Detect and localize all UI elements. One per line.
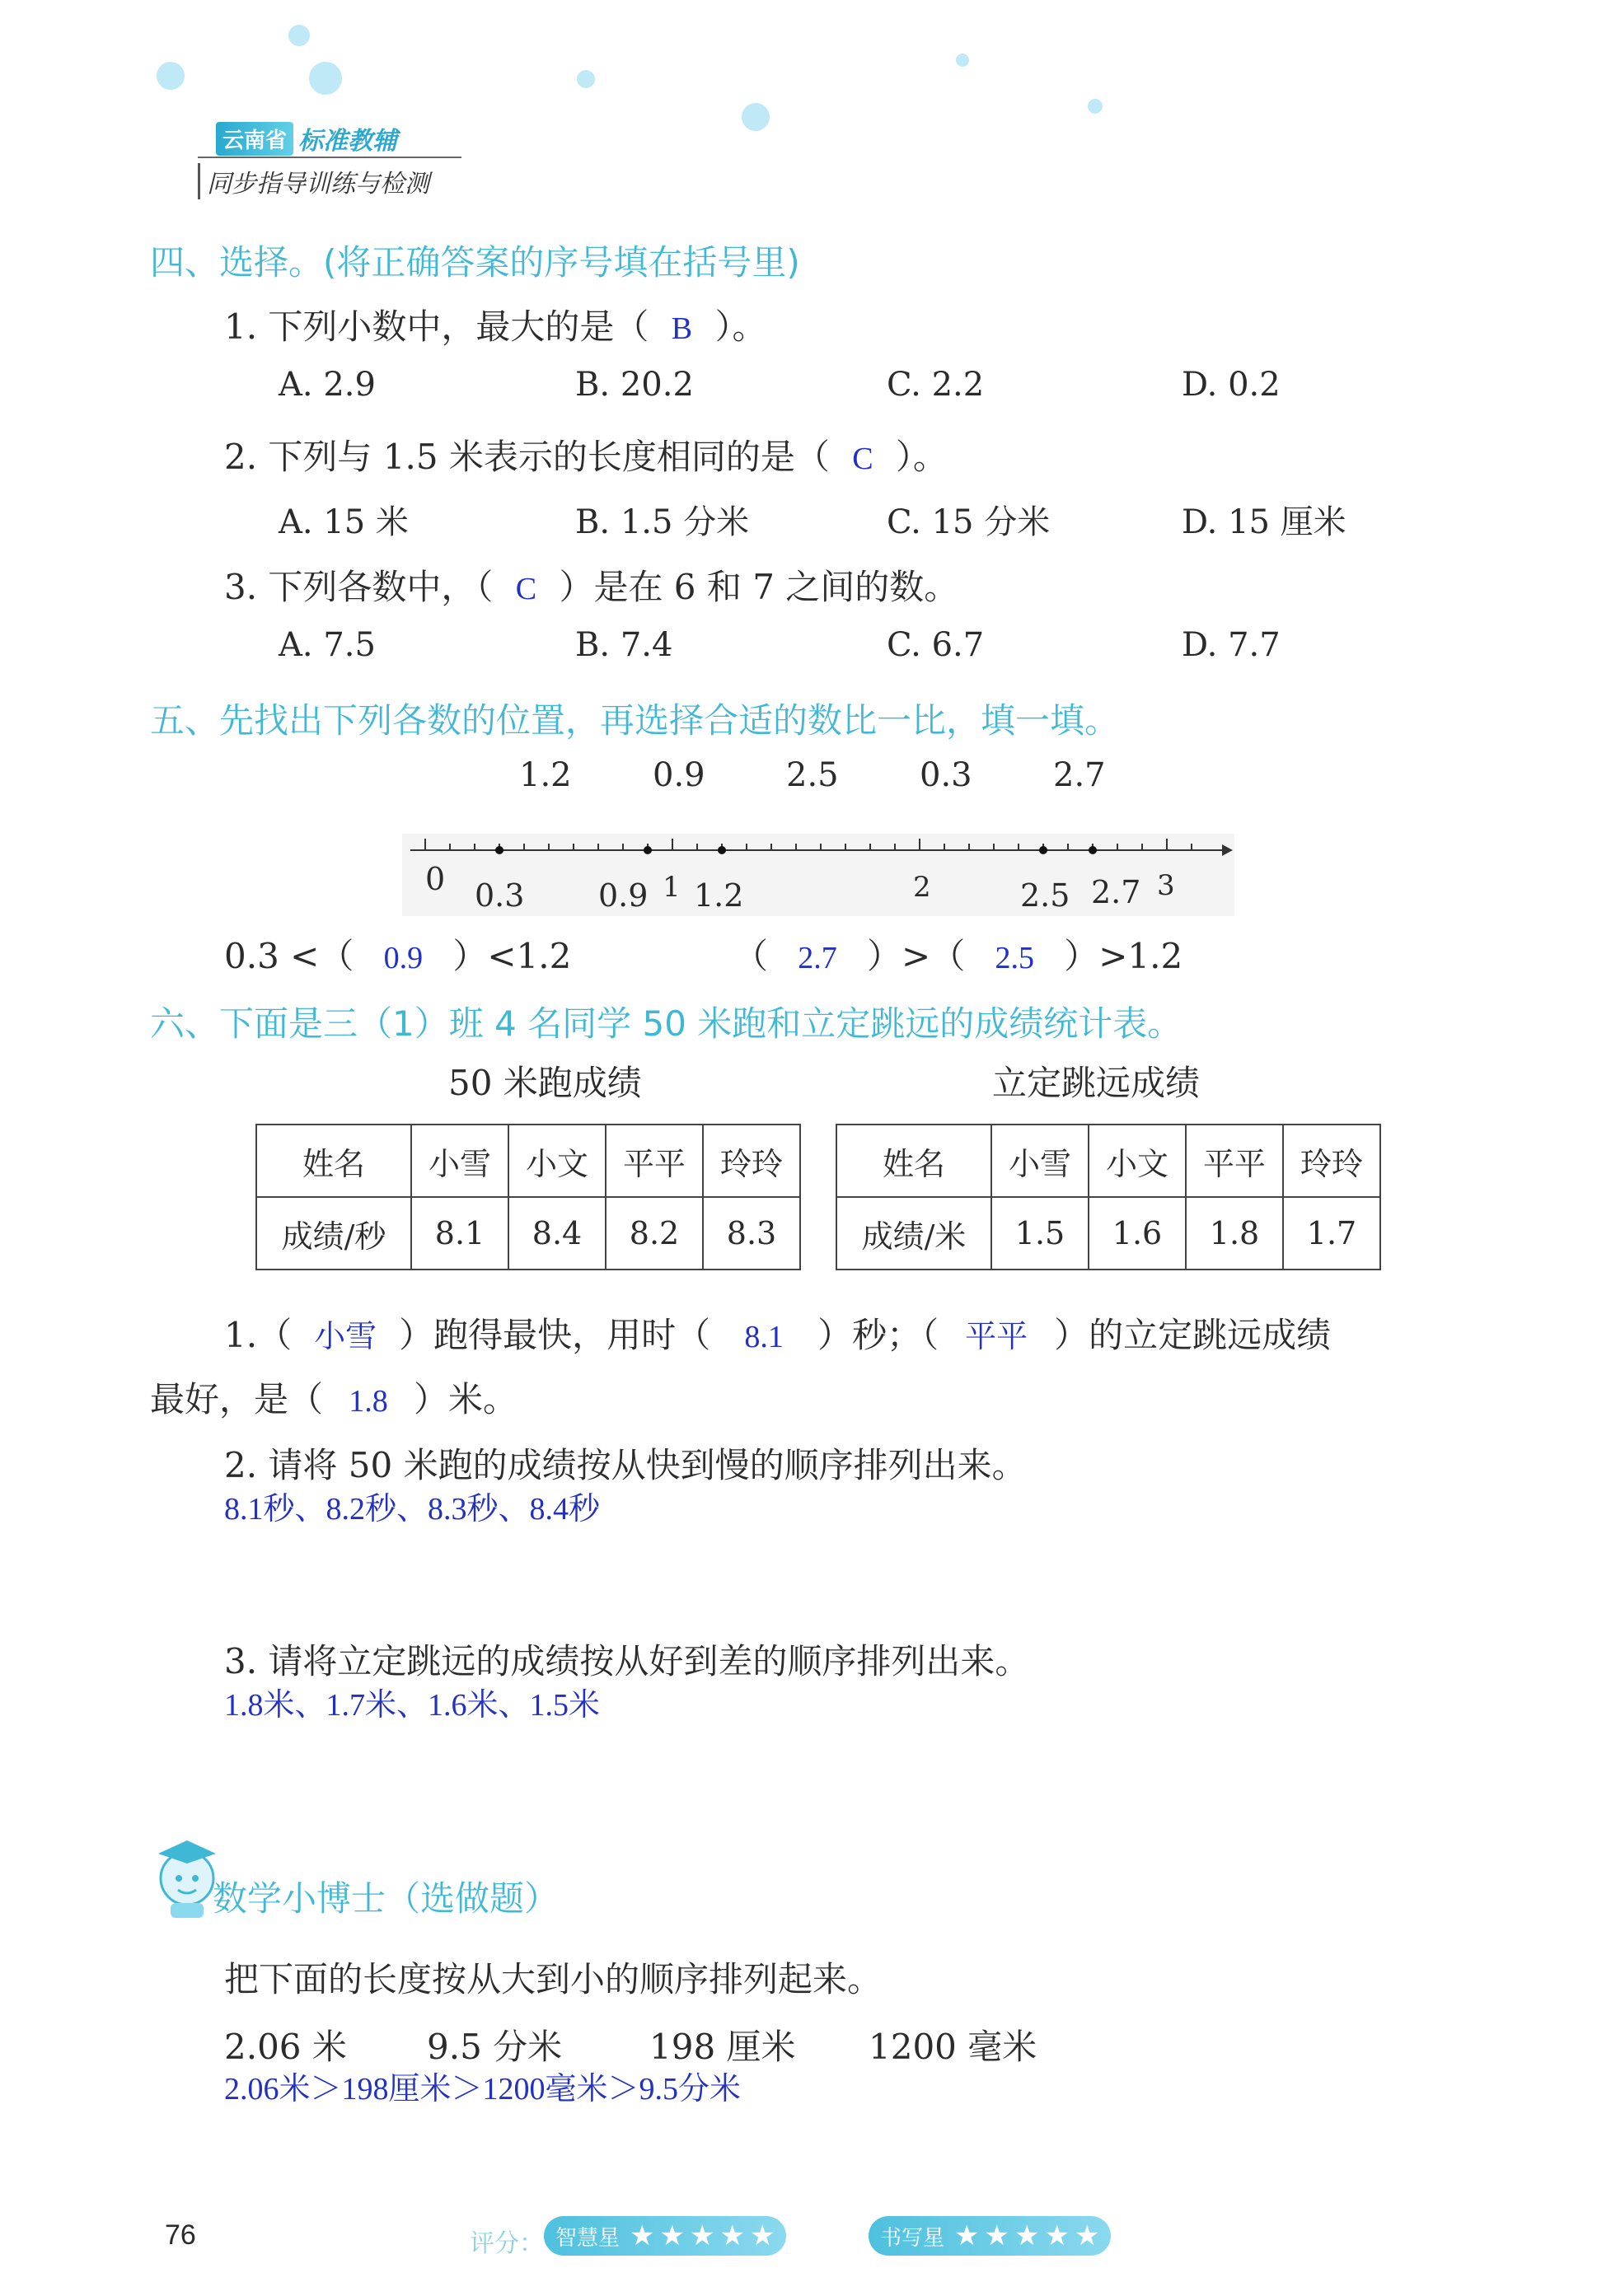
compare-2 <box>733 929 1183 979</box>
s6q1-text: 1.（ <box>224 1315 293 1355</box>
section6-title: 六、下面是三（1）班 4 名同学 50 米跑和立定跳远的成绩统计表。 <box>150 1003 1183 1044</box>
table-cell: 成绩/秒 <box>256 1197 411 1270</box>
number-3: 2.5 <box>786 756 839 794</box>
question-2-stem: 2. 下列与 1.5 米表示的长度相同的是（ <box>224 437 830 477</box>
wisdom-stars-label: 智慧星 <box>555 2225 621 2251</box>
star-icon: ★ <box>954 2219 980 2252</box>
table-cell: 小雪 <box>411 1125 508 1197</box>
number-2: 0.9 <box>653 756 705 794</box>
header-logo <box>216 120 397 157</box>
header-bubble <box>577 70 595 88</box>
bonus-answer: 2.06米＞198厘米＞1200毫米＞9.5分米 <box>224 2072 742 2107</box>
table-cell: 8.4 <box>508 1197 606 1270</box>
header-rule <box>198 157 461 158</box>
page-number: 76 <box>165 2219 196 2251</box>
number-line-point <box>1039 846 1047 854</box>
header-bubble <box>1088 99 1103 114</box>
question-1-stem: 1. 下列小数中，最大的是（ <box>224 306 649 347</box>
compare-1-answer: 0.9 <box>383 941 424 975</box>
s6q1-text: 最好，是（ <box>150 1379 324 1419</box>
s6-question-3: 3. 请将立定跳远的成绩按从好到差的顺序排列出来。 <box>224 1641 1030 1681</box>
bonus-stem: 把下面的长度按从大到小的顺序排列起来。 <box>224 1959 883 1999</box>
nl-label-1: 1 <box>663 871 681 904</box>
table-cell: 8.1 <box>411 1197 508 1270</box>
q2-option-b: B. 1.5 分米 <box>575 503 750 541</box>
table-cell: 小雪 <box>991 1125 1089 1197</box>
bonus-title: 数学小博士（选做题） <box>213 1878 560 1919</box>
q3-option-a: A. 7.5 <box>279 626 376 664</box>
compare-2-answer-2: 2.5 <box>995 941 1034 975</box>
header-bubble <box>288 25 310 46</box>
section4-title: 四、选择。(将正确答案的序号填在括号里) <box>150 242 800 283</box>
question-2 <box>224 430 948 479</box>
s6q1-text: ）的立定跳远成绩 <box>1054 1315 1332 1355</box>
star-icon: ★ <box>984 2219 1009 2252</box>
table-cell: 姓名 <box>256 1125 411 1197</box>
table-cell: 平平 <box>1186 1125 1283 1197</box>
header-bubble <box>309 62 342 95</box>
header-bubble <box>157 62 185 90</box>
table-cell: 小文 <box>1089 1125 1186 1197</box>
table1-caption: 50 米跑成绩 <box>448 1063 642 1103</box>
star-icon: ★ <box>1044 2219 1070 2252</box>
q1-option-d: D. 0.2 <box>1182 366 1281 404</box>
question-1-stem-end: ）。 <box>714 306 767 347</box>
table-row <box>836 1125 1380 1197</box>
s6-question-1-line1 <box>224 1308 1331 1358</box>
score-label: 评分： <box>470 2229 544 2258</box>
writing-stars-bar <box>869 2216 1111 2256</box>
table-cell: 1.8 <box>1186 1197 1283 1270</box>
nl-label-2-5: 2.5 <box>1020 877 1070 914</box>
nl-label-3: 3 <box>1157 869 1175 902</box>
q3-option-d: D. 7.7 <box>1182 626 1281 664</box>
series-title: 标准教辅 <box>298 127 398 156</box>
q2-option-d: D. 15 厘米 <box>1182 503 1346 541</box>
table-cell: 8.3 <box>703 1197 800 1270</box>
s6-question-2: 2. 请将 50 米跑的成绩按从快到慢的顺序排列出来。 <box>224 1445 1027 1485</box>
table-cell: 1.5 <box>991 1197 1089 1270</box>
nl-label-0-3: 0.3 <box>475 877 525 914</box>
bonus-item: 1200 毫米 <box>869 2027 1037 2067</box>
nl-label-2-7: 2.7 <box>1091 874 1141 910</box>
s6-question-3-answer: 1.8米、1.7米、1.6米、1.5米 <box>224 1688 601 1723</box>
header-bubble <box>742 103 770 131</box>
s6-question-2-answer: 8.1秒、8.2秒、8.3秒、8.4秒 <box>224 1492 601 1527</box>
s6-question-1-line2 <box>150 1372 518 1422</box>
nl-label-1-2: 1.2 <box>694 877 744 914</box>
question-3-stem: 3. 下列各数中，（ <box>224 567 494 607</box>
nl-label-0-9: 0.9 <box>598 877 649 914</box>
table-row <box>256 1125 800 1197</box>
q3-option-b: B. 7.4 <box>575 626 673 664</box>
number-list <box>519 756 1152 794</box>
table-cell: 小文 <box>508 1125 606 1197</box>
number-4: 0.3 <box>920 756 972 794</box>
table2-caption: 立定跳远成绩 <box>992 1063 1201 1103</box>
question-3-stem-end: ）是在 6 和 7 之间的数。 <box>559 567 959 607</box>
s6q1-text: ）米。 <box>414 1379 518 1419</box>
star-icon: ★ <box>630 2219 655 2252</box>
table-cell: 姓名 <box>836 1125 991 1197</box>
s6q1-text: ）秒；（ <box>817 1315 939 1355</box>
header-subtitle: 同步指导训练与检测 <box>198 163 429 199</box>
s6q1-text: ）跑得最快，用时（ <box>399 1315 711 1355</box>
compare-1 <box>224 929 571 979</box>
compare-2-close: ）>1.2 <box>1064 936 1183 976</box>
table-cell: 玲玲 <box>703 1125 800 1197</box>
s6q1-answer-fastest: 小雪 <box>314 1320 377 1354</box>
table-cell: 1.6 <box>1089 1197 1186 1270</box>
nl-label-0: 0 <box>425 861 446 897</box>
star-icon: ★ <box>659 2219 685 2252</box>
section5-title: 五、先找出下列各数的位置，再选择合适的数比一比，填一填。 <box>150 700 1120 741</box>
number-line <box>402 834 1234 916</box>
question-1-answer: B <box>671 311 693 346</box>
table-cell: 8.2 <box>606 1197 703 1270</box>
s6q1-answer-distance: 1.8 <box>349 1384 388 1419</box>
compare-2-answer-1: 2.7 <box>798 941 837 975</box>
table-cell: 成绩/米 <box>836 1197 991 1270</box>
question-3-answer: C <box>515 572 537 606</box>
q2-option-a: A. 15 米 <box>279 503 409 541</box>
number-line-point <box>644 846 652 854</box>
number-5: 2.7 <box>1053 756 1106 794</box>
table-50m-run <box>255 1124 801 1270</box>
number-line-point <box>718 846 726 854</box>
compare-2-mid: ）>（ <box>867 936 966 976</box>
compare-1-left: 0.3 <（ <box>224 936 354 976</box>
compare-2-open: （ <box>733 936 769 976</box>
s6q1-answer-time: 8.1 <box>744 1320 784 1354</box>
table-cell: 玲玲 <box>1283 1125 1380 1197</box>
q3-option-c: C. 6.7 <box>887 626 985 664</box>
question-1 <box>224 300 766 349</box>
bonus-item: 2.06 米 <box>224 2027 347 2067</box>
bonus-items <box>224 2020 1037 2069</box>
table-cell: 平平 <box>606 1125 703 1197</box>
question-3 <box>224 560 958 610</box>
table-long-jump <box>836 1124 1381 1270</box>
table-row <box>836 1197 1380 1270</box>
number-1: 1.2 <box>519 756 572 794</box>
question-2-stem-end: ）。 <box>895 437 948 477</box>
star-icon: ★ <box>719 2219 745 2252</box>
star-icon: ★ <box>1074 2219 1100 2252</box>
star-icon: ★ <box>749 2219 775 2252</box>
q1-option-c: C. 2.2 <box>887 366 985 404</box>
table-cell: 1.7 <box>1283 1197 1380 1270</box>
star-icon: ★ <box>1014 2219 1040 2252</box>
writing-stars-label: 书写星 <box>880 2225 945 2251</box>
wisdom-stars-bar <box>544 2216 786 2256</box>
number-line-point <box>495 846 503 854</box>
s6q1-answer-best-jumper: 平平 <box>965 1320 1028 1354</box>
number-line-point <box>1089 846 1097 854</box>
star-icon: ★ <box>689 2219 715 2252</box>
brand-badge: 云南省 <box>216 122 293 156</box>
nl-label-2: 2 <box>913 871 931 904</box>
bonus-item: 198 厘米 <box>649 2027 796 2067</box>
compare-1-right: ）<1.2 <box>452 936 572 976</box>
question-2-answer: C <box>852 442 873 476</box>
q1-option-a: A. 2.9 <box>279 366 376 404</box>
q1-option-b: B. 20.2 <box>575 366 694 404</box>
table-row <box>256 1197 800 1270</box>
header-bubble <box>956 54 969 67</box>
q2-option-c: C. 15 分米 <box>887 503 1051 541</box>
bonus-item: 9.5 分米 <box>427 2027 563 2067</box>
